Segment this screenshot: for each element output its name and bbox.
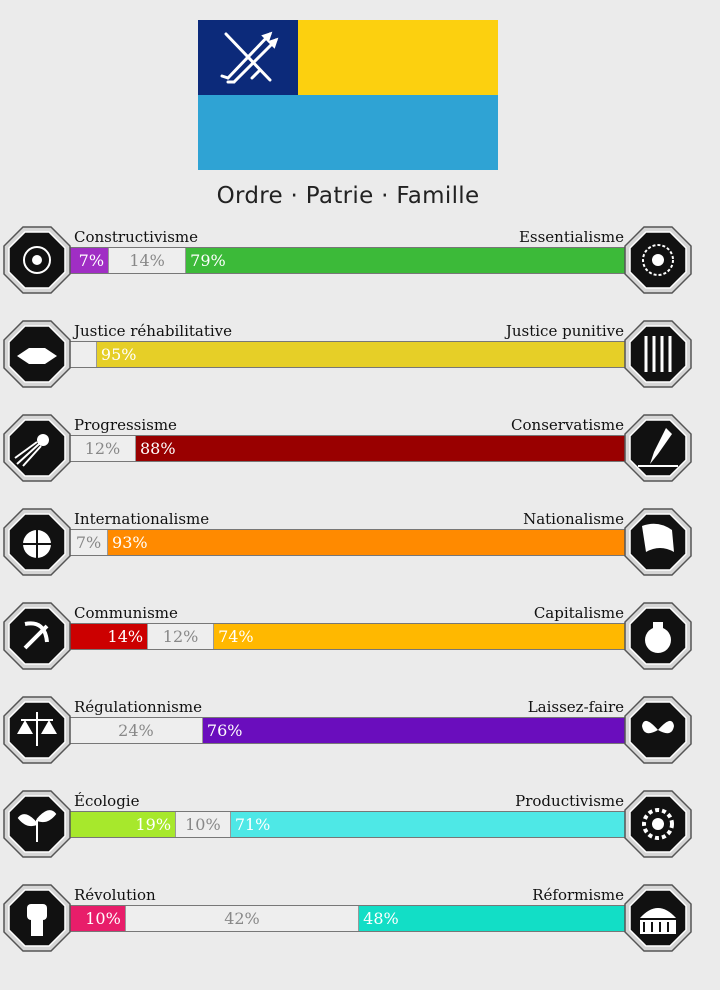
axis-row-ecology (0, 792, 720, 862)
axis-right-segment: 79% (186, 248, 627, 273)
axis-left-label: Internationalisme (74, 510, 210, 528)
axis-right-label: Capitalisme (533, 604, 624, 622)
axis-right-segment: 76% (203, 718, 627, 743)
axis-left-label: Écologie (74, 792, 140, 810)
axis-neutral-segment: 42% (125, 906, 359, 931)
parliament-icon (624, 884, 692, 952)
axis-left-segment: 10% (69, 906, 125, 931)
gears-icon (624, 790, 692, 858)
axis-neutral-segment: 12% (147, 624, 214, 649)
sprout-icon (3, 790, 71, 858)
prison-bars-icon (624, 320, 692, 388)
axis-bar (68, 341, 628, 368)
axis-row-market (0, 698, 720, 768)
waving-flag-icon (624, 508, 692, 576)
axis-right-segment: 95% (97, 342, 627, 367)
axis-right-segment: 48% (359, 906, 627, 931)
axis-left-label: Révolution (74, 886, 156, 904)
axis-right-label: Conservatisme (511, 416, 624, 434)
handshake-icon (3, 320, 71, 388)
axis-neutral-segment: 7% (69, 530, 108, 555)
flag-bottom-band (198, 95, 498, 170)
axis-right-label: Nationalisme (523, 510, 624, 528)
scales-icon (3, 696, 71, 764)
axis-right-label: Réformisme (532, 886, 624, 904)
axis-bar (68, 811, 628, 838)
axis-row-revolution (0, 886, 720, 956)
axis-neutral-segment: 10% (175, 812, 231, 837)
globe-icon (3, 508, 71, 576)
axis-bar (68, 623, 628, 650)
comet-icon (3, 414, 71, 482)
butterflies-icon (624, 696, 692, 764)
axis-bar (68, 905, 628, 932)
axis-bar (68, 529, 628, 556)
axis-right-label: Productivisme (515, 792, 624, 810)
axis-row-constructivism (0, 228, 720, 298)
eye-icon (3, 226, 71, 294)
axis-left-label: Régulationnisme (74, 698, 202, 716)
axis-right-label: Essentialisme (518, 228, 624, 246)
axis-neutral-segment (69, 342, 97, 367)
axis-right-segment: 93% (108, 530, 627, 555)
axis-row-justice (0, 322, 720, 392)
axis-neutral-segment: 14% (108, 248, 186, 273)
axis-row-economy (0, 604, 720, 674)
axis-left-segment: 7% (69, 248, 108, 273)
axis-bar (68, 435, 628, 462)
axis-bar (68, 247, 628, 274)
raised-fist-icon (3, 884, 71, 952)
quill-pen-icon (624, 414, 692, 482)
axis-right-segment: 88% (136, 436, 627, 461)
axis-right-segment: 71% (231, 812, 627, 837)
axis-left-label: Progressisme (74, 416, 177, 434)
axis-row-nation (0, 510, 720, 580)
hammer-sickle-icon (3, 602, 71, 670)
axis-left-label: Communisme (74, 604, 178, 622)
axis-right-label: Laissez-faire (527, 698, 624, 716)
money-bag-icon (624, 602, 692, 670)
axis-neutral-segment: 24% (69, 718, 203, 743)
axis-right-segment: 74% (214, 624, 627, 649)
axis-left-label: Justice réhabilitative (74, 322, 233, 340)
axis-left-segment: 14% (69, 624, 147, 649)
motto: Ordre · Patrie · Famille (216, 183, 480, 209)
flag (198, 20, 498, 170)
axis-bar (68, 717, 628, 744)
axis-neutral-segment: 12% (69, 436, 136, 461)
axis-left-segment: 19% (69, 812, 175, 837)
flower-icon (624, 226, 692, 294)
axis-right-label: Justice punitive (505, 322, 624, 340)
axis-left-label: Constructivisme (74, 228, 199, 246)
axis-row-progress (0, 416, 720, 486)
